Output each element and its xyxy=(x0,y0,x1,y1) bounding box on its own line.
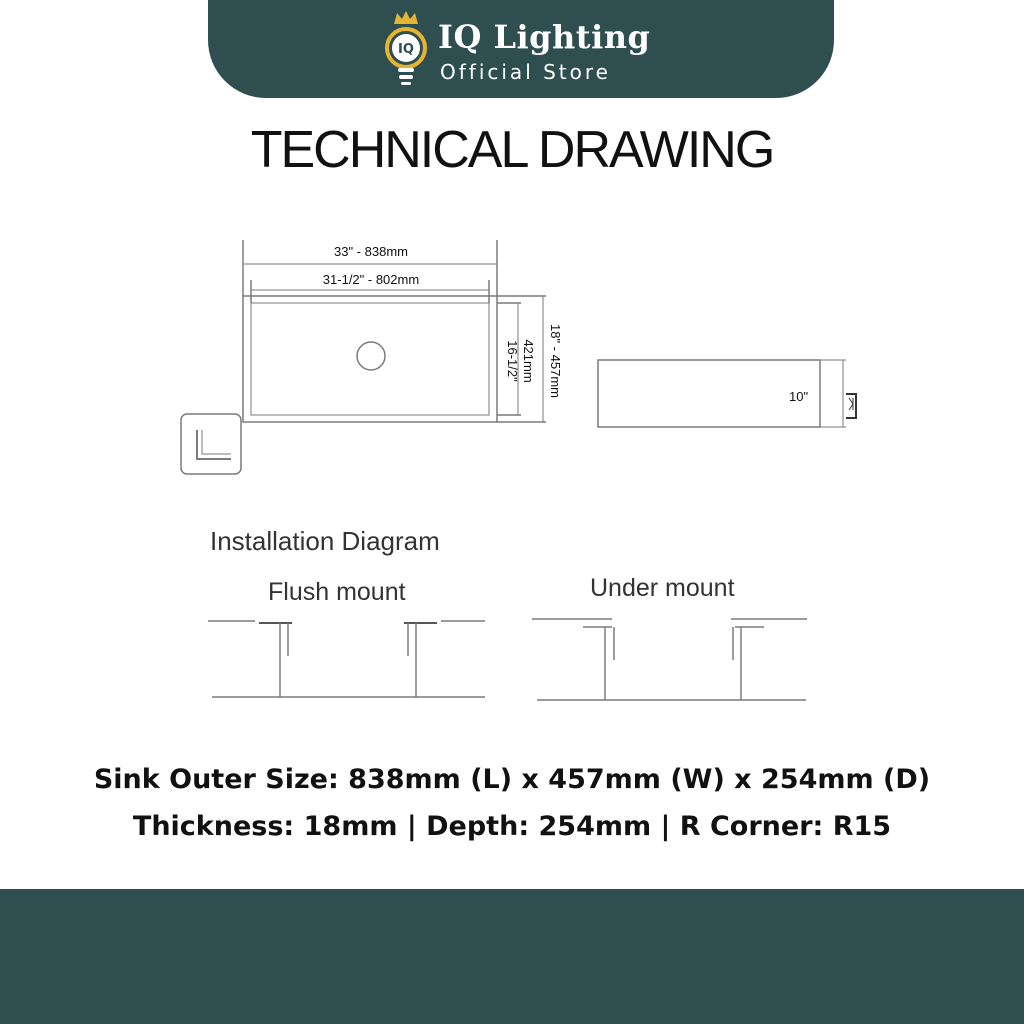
brand-subtitle: Official Store xyxy=(440,60,611,84)
spec-thickness-depth-corner: Thickness: 18mm | Depth: 254mm | R Corner: R15 xyxy=(132,811,892,842)
dim-inner-width-in: 16-1/2" xyxy=(505,340,520,382)
sink-inner-outline xyxy=(251,303,489,415)
spec-sink-outer-size: Sink Outer Size: 838mm (L) x 457mm (W) x 254mm (D) xyxy=(93,764,931,795)
dim-inner-length: 31-1/2" - 802mm xyxy=(322,272,420,287)
footer-band xyxy=(0,889,1024,1024)
drain-hole xyxy=(357,342,385,370)
sink-outer-outline xyxy=(243,296,497,422)
installation-heading: Installation Diagram xyxy=(210,526,440,556)
dim-depth: 10" xyxy=(789,389,809,404)
brand-name: IQ Lighting xyxy=(438,18,651,56)
under-mount-label: Under mount xyxy=(590,574,735,602)
flush-mount-label: Flush mount xyxy=(268,578,406,606)
dim-outer-length: 33" - 838mm xyxy=(334,244,408,259)
logo-badge-text: IQ xyxy=(398,42,414,57)
page-title: TECHNICAL DRAWING xyxy=(250,121,774,179)
sink-side-elevation xyxy=(598,360,820,427)
corner-radius-detail xyxy=(181,414,241,474)
dim-outer-width: 18" - 457mm xyxy=(548,324,563,398)
dim-inner-width-mm: 421mm xyxy=(521,339,536,383)
